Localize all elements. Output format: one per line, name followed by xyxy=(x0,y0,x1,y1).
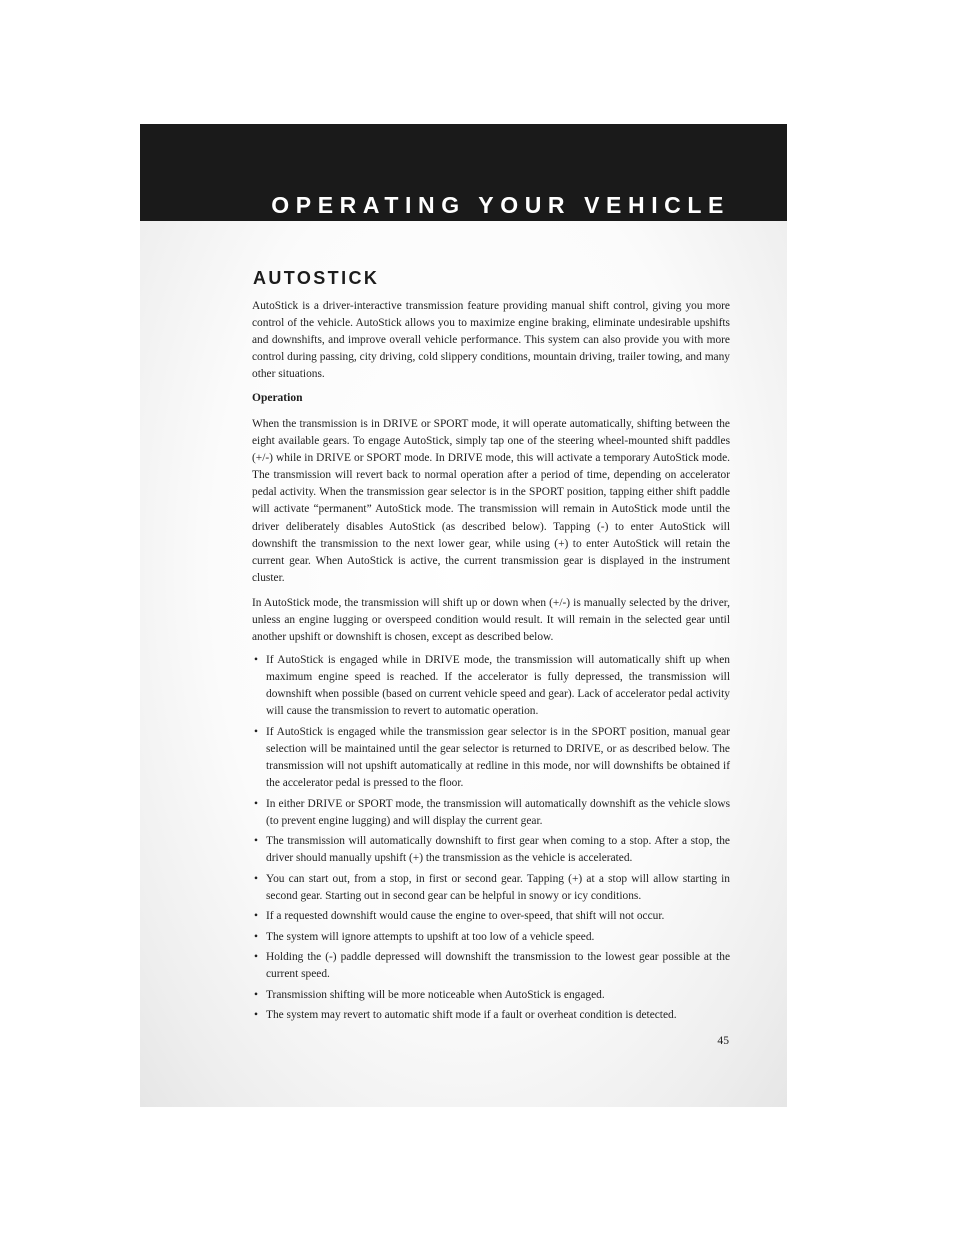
list-item-text: You can start out, from a stop, in first or second gear. Tapping (+) at a stop will allow starting in second gear. Starting out in second gear can be helpful in snowy or icy conditions. xyxy=(266,872,730,902)
section-title: AUTOSTICK xyxy=(253,268,380,288)
intro-paragraph: AutoStick is a driver-interactive transmission feature providing manual shift control, giving you more control of the vehicle. AutoStick allows you to maximize engine braking, eliminate undesirable upshifts and downshifts, and improve overall vehicle performance. This system can also provide you with more control during passing, city driving, cold slippery conditions, mountain driving, trailer towing, and many other situations. xyxy=(252,300,730,381)
bullet-icon: • xyxy=(254,930,258,943)
operation-paragraph-1: When the transmission is in DRIVE or SPORT mode, it will operate automatically, shifting between the eight available gears. To engage AutoStick, simply tap one of the steering wheel-mounted shift paddles (+/-) while in DRIVE or SPORT mode. In DRIVE mode, this will activate a temporary AutoStick mode. The transmission will revert back to normal operation after a period of time, depending on accelerator pedal activity. When the transmission gear selector is in the SPORT position, tapping either shift paddle will activate “permanent” AutoStick mode. The transmission will remain in AutoStick mode until the driver deliberately disables AutoStick (as described below). Tapping (-) to enter AutoStick will downshift the transmission to the next lower gear, while using (+) to enter AutoStick will retain the current gear. When AutoStick is active, the current transmission gear is displayed in the instrument cluster. xyxy=(252,418,730,584)
list-item-text: If AutoStick is engaged while the transmission gear selector is in the SPORT position, manual gear selection will be maintained until the gear selector is returned to DRIVE, or as described below. The transmission will not upshift automatically at redline in this mode, nor will downshifts be obtained if the accelerator pedal is pressed to the floor. xyxy=(266,725,730,790)
bullet-icon: • xyxy=(254,654,258,666)
bullet-list xyxy=(252,652,730,1028)
list-item xyxy=(252,1007,730,1024)
list-item xyxy=(252,949,730,983)
list-item-text: Holding the (-) paddle depressed will downshift the transmission to the lowest gear possible at the current speed. xyxy=(266,951,730,981)
subheading-operation: Operation xyxy=(252,392,303,404)
bullet-icon: • xyxy=(254,835,258,848)
list-item-text: The system will ignore attempts to upshift at too low of a vehicle speed. xyxy=(266,930,595,943)
bullet-icon: • xyxy=(254,951,258,964)
list-item xyxy=(252,796,730,830)
list-item xyxy=(252,833,730,867)
bullet-icon: • xyxy=(254,1009,258,1022)
list-item xyxy=(252,871,730,905)
bullet-icon: • xyxy=(254,910,258,923)
list-item-text: Transmission shifting will be more noticeable when AutoStick is engaged. xyxy=(266,988,605,1001)
list-item-text: If a requested downshift would cause the engine to over-speed, that shift will not occur. xyxy=(266,910,665,923)
list-item-text: The transmission will automatically downshift to first gear when coming to a stop. After a stop, the driver should manually upshift (+) the transmission as the vehicle is accelerated. xyxy=(266,835,730,865)
list-item-text: The system may revert to automatic shift mode if a fault or overheat condition is detected. xyxy=(266,1009,677,1022)
manual-page xyxy=(140,124,787,1107)
list-item xyxy=(252,929,730,946)
operation-paragraph-2: In AutoStick mode, the transmission will shift up or down when (+/-) is manually selected by the driver, unless an engine lugging or overspeed condition would result. It will remain in the selected gear until another upshift or downshift is chosen, except as described below. xyxy=(252,597,730,644)
chapter-title: OPERATING YOUR VEHICLE xyxy=(271,192,730,218)
bullet-icon: • xyxy=(254,797,258,810)
bullet-icon: • xyxy=(254,988,258,1001)
list-item xyxy=(252,652,730,720)
header-band xyxy=(140,124,787,221)
bullet-icon: • xyxy=(254,725,258,738)
list-item xyxy=(252,908,730,925)
list-item xyxy=(252,724,730,792)
list-item-text: In either DRIVE or SPORT mode, the transmission will automatically downshift as the vehicle slows (to prevent engine lugging) and will display the current gear. xyxy=(266,797,730,827)
list-item xyxy=(252,987,730,1004)
bullet-icon: • xyxy=(254,872,258,885)
list-item-text: If AutoStick is engaged while in DRIVE mode, the transmission will automatically shift up when maximum engine speed is reached. If the accelerator is fully depressed, the transmission will downshift when possible (based on current vehicle speed and gear). Lack of accelerator pedal activity will cause the transmission to revert to automatic operation. xyxy=(266,654,730,718)
page-number: 45 xyxy=(717,1034,729,1047)
